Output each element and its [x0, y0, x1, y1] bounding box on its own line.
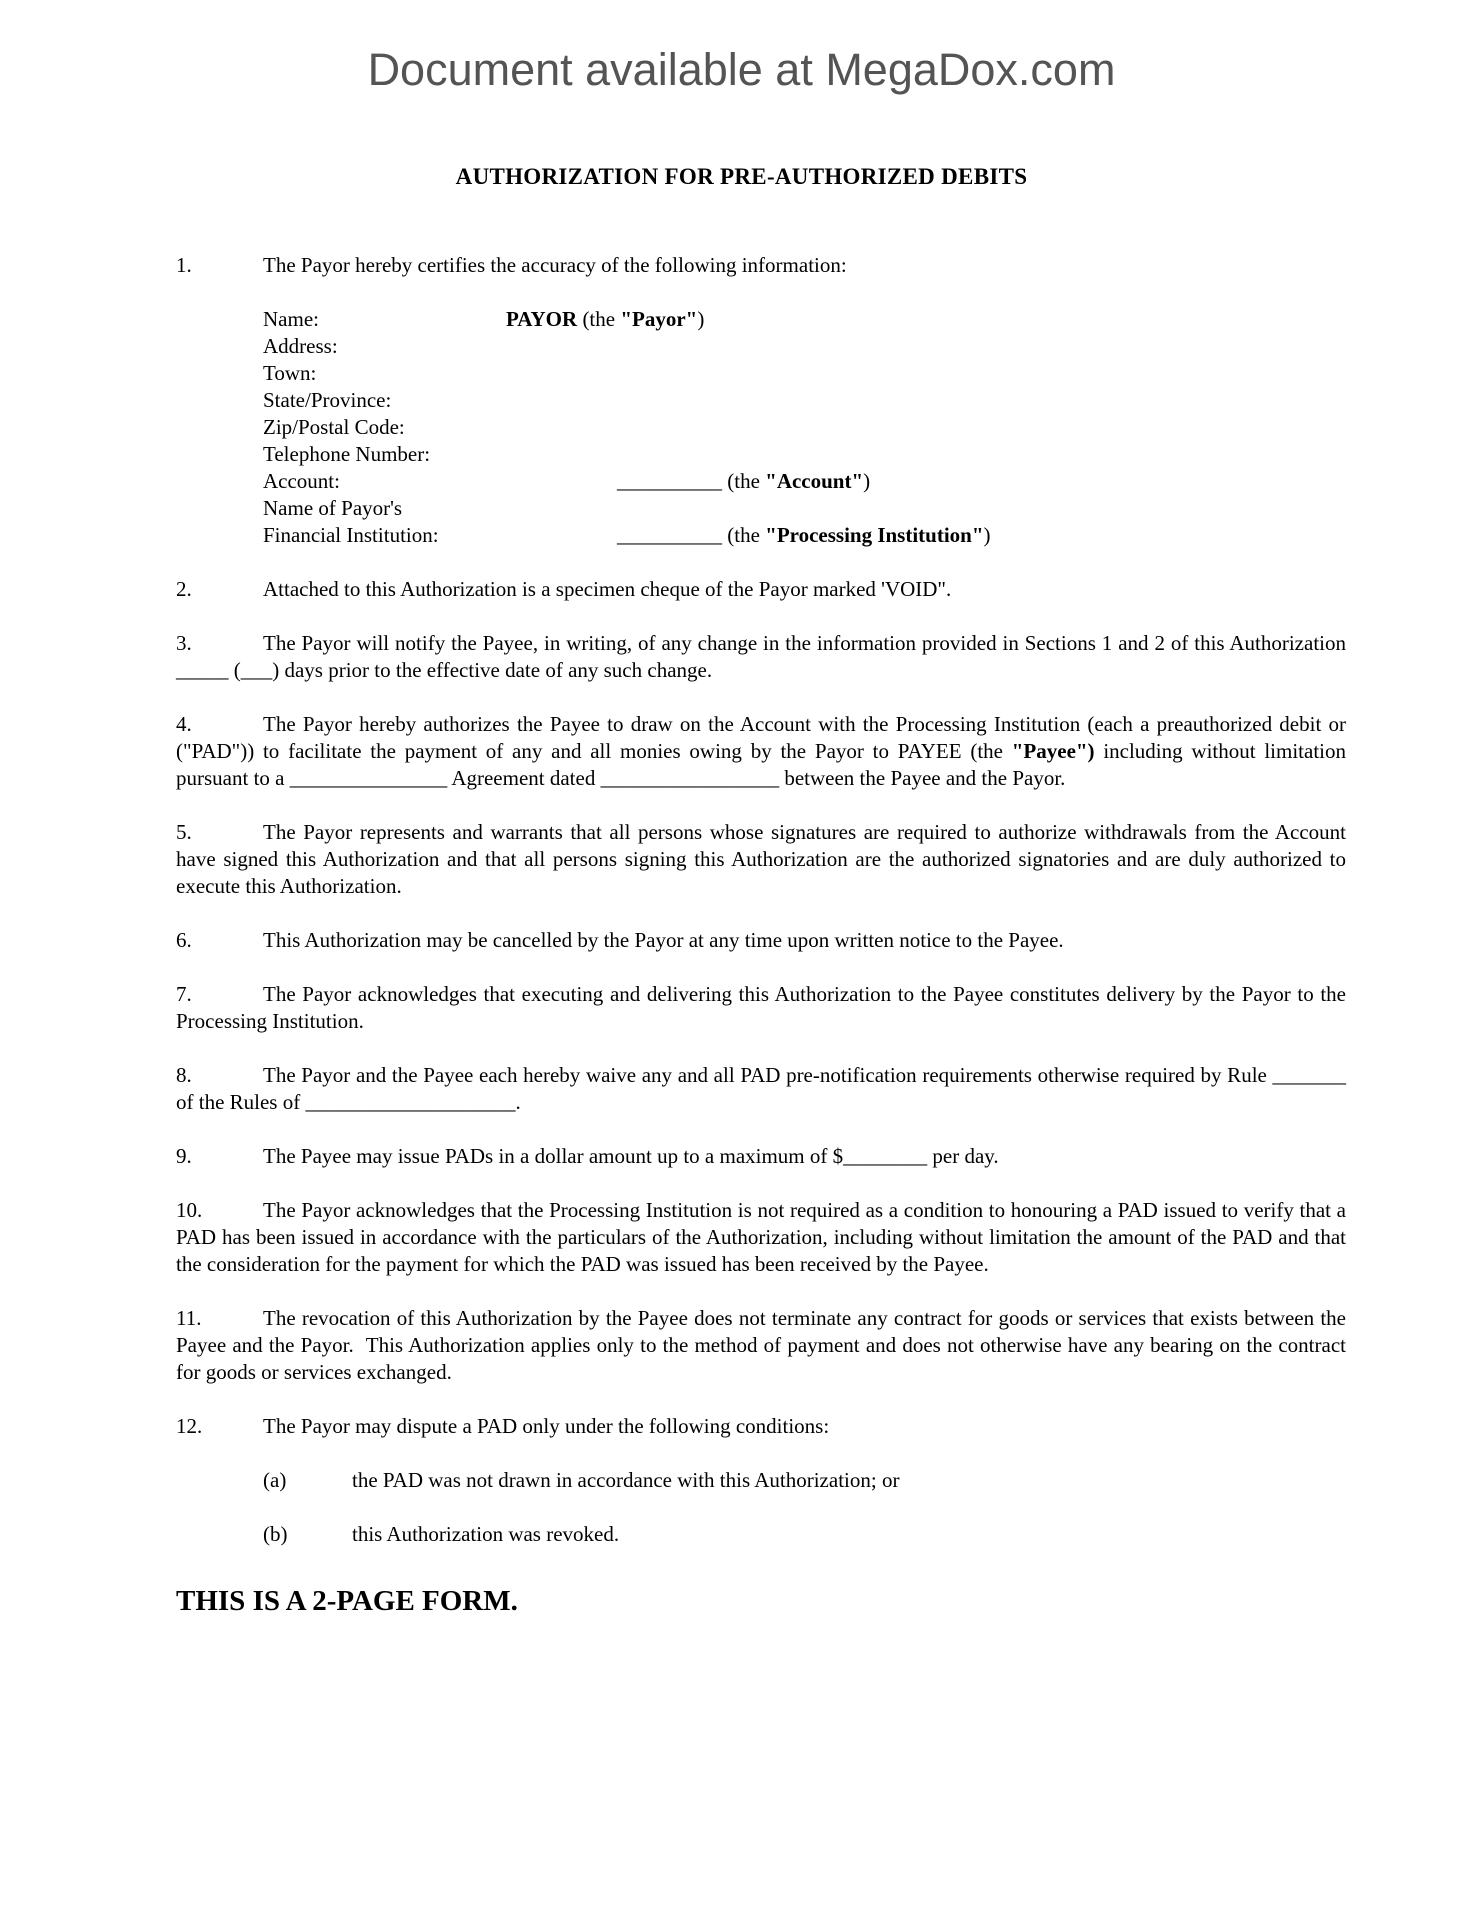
- field-row-account: [263, 468, 1346, 495]
- field-row-telephone: [263, 441, 1346, 468]
- subitem-a-marker: (a): [263, 1468, 287, 1492]
- section-4-number: 4.: [176, 712, 192, 736]
- section-11: [176, 1305, 1346, 1386]
- field-row-name-of-payors: [263, 495, 1346, 522]
- section-10: [176, 1197, 1346, 1278]
- section-4-text: The Payor hereby authorizes the Payee to draw on the Account with the Processing Institution (each a preauthorized debit or ("PAD")) to facilitate the payment of any and all monies owing by the Payor to PAYEE (the "Payee") including without limitation pursuant to a _______________ Agreement dated _________________ between the Payee and the Payor.: [176, 712, 1347, 790]
- subitem-a-text: the PAD was not drawn in accordance with this Authorization; or: [352, 1468, 900, 1492]
- section-10-text: The Payor acknowledges that the Processing Institution is not required as a condition to honouring a PAD issued to verify that a PAD has been issued in accordance with the particulars of the Authorization, including without limitation the amount of the PAD and that the consideration for the payment for which the PAD was issued has been received by the Payee.: [176, 1198, 1346, 1276]
- section-1-number: 1.: [176, 253, 192, 277]
- field-row-state-province: [263, 387, 1346, 414]
- section-4: [176, 711, 1346, 792]
- section-1-text: The Payor hereby certifies the accuracy of the following information:: [263, 253, 847, 277]
- field-label-name-of-payors: Name of Payor's: [263, 496, 403, 520]
- section-2: [176, 576, 1346, 603]
- section-5: [176, 819, 1346, 900]
- section-7-text: The Payor acknowledges that executing and delivering this Authorization to the Payee constitutes delivery by the Payor to the Processing Institution.: [176, 982, 1346, 1033]
- section-9-text: The Payee may issue PADs in a dollar amount up to a maximum of $________ per day.: [263, 1144, 999, 1168]
- section-12-text: The Payor may dispute a PAD only under the following conditions:: [263, 1414, 830, 1438]
- field-label-account: Account:: [263, 469, 340, 493]
- field-row-zip-postal-code: [263, 414, 1346, 441]
- section-8-number: 8.: [176, 1063, 192, 1087]
- section-1: [176, 252, 1346, 279]
- watermark: Document available at MegaDox.com: [367, 44, 1116, 95]
- payor-info-fields: [263, 306, 1346, 549]
- field-label-address: Address:: [263, 334, 338, 358]
- field-row-address: [263, 333, 1346, 360]
- section-11-text: The revocation of this Authorization by the Payee does not terminate any contract for goods or services that exists between the Payee and the Payor. This Authorization applies only to the method of payment and does not otherwise have any bearing on the contract for goods or services exchanged.: [176, 1306, 1346, 1384]
- field-row-financial-institution: [263, 522, 1346, 549]
- section-3-number: 3.: [176, 631, 192, 655]
- section-6-number: 6.: [176, 928, 192, 952]
- field-label-name: Name:: [263, 307, 319, 331]
- section-7: [176, 981, 1346, 1035]
- section-2-text: Attached to this Authorization is a specimen cheque of the Payor marked 'VOID".: [263, 577, 952, 601]
- section-10-number: 10.: [176, 1198, 203, 1222]
- section-12: [176, 1413, 1346, 1440]
- two-page-form-note: THIS IS A 2-PAGE FORM.: [176, 1585, 518, 1617]
- section-9-number: 9.: [176, 1144, 192, 1168]
- subitem-a: [263, 1467, 1346, 1494]
- field-row-town: [263, 360, 1346, 387]
- field-row-name: [263, 306, 1346, 333]
- document-body: [176, 252, 1346, 1621]
- field-label-town: Town:: [263, 361, 317, 385]
- section-2-number: 2.: [176, 577, 192, 601]
- section-12-number: 12.: [176, 1414, 203, 1438]
- document-title: AUTHORIZATION FOR PRE-AUTHORIZED DEBITS: [455, 164, 1028, 189]
- field-label-financial-institution: Financial Institution:: [263, 523, 439, 547]
- section-6: [176, 927, 1346, 954]
- section-6-text: This Authorization may be cancelled by the Payor at any time upon written notice to the Payee.: [263, 928, 1064, 952]
- subitem-b-text: this Authorization was revoked.: [352, 1522, 620, 1546]
- section-5-number: 5.: [176, 820, 192, 844]
- section-3-text: The Payor will notify the Payee, in writing, of any change in the information provided in Sections 1 and 2 of this Authorization _____ (___) days prior to the effective date of any such change.: [176, 631, 1346, 682]
- section-8: [176, 1062, 1346, 1116]
- field-value-financial-institution: __________ (the "Processing Institution"): [617, 523, 991, 547]
- section-11-number: 11.: [176, 1306, 202, 1330]
- field-value-name: PAYOR (the "Payor"): [506, 307, 705, 331]
- section-8-text: The Payor and the Payee each hereby waive any and all PAD pre-notification requirements otherwise required by Rule _______ of the Rules of ____________________.: [176, 1063, 1346, 1114]
- field-value-account: __________ (the "Account"): [617, 469, 871, 493]
- field-label-telephone: Telephone Number:: [263, 442, 431, 466]
- field-label-state-province: State/Province:: [263, 388, 392, 412]
- section-3: [176, 630, 1346, 684]
- subitem-b-marker: (b): [263, 1522, 288, 1546]
- section-9: [176, 1143, 1346, 1170]
- subitem-b: [263, 1521, 1346, 1548]
- section-7-number: 7.: [176, 982, 192, 1006]
- field-label-zip-postal-code: Zip/Postal Code:: [263, 415, 405, 439]
- section-5-text: The Payor represents and warrants that all persons whose signatures are required to authorize withdrawals from the Account have signed this Authorization and that all persons signing this Authorization are the authorized signatories and are duly authorized to execute this Authorization.: [176, 820, 1346, 898]
